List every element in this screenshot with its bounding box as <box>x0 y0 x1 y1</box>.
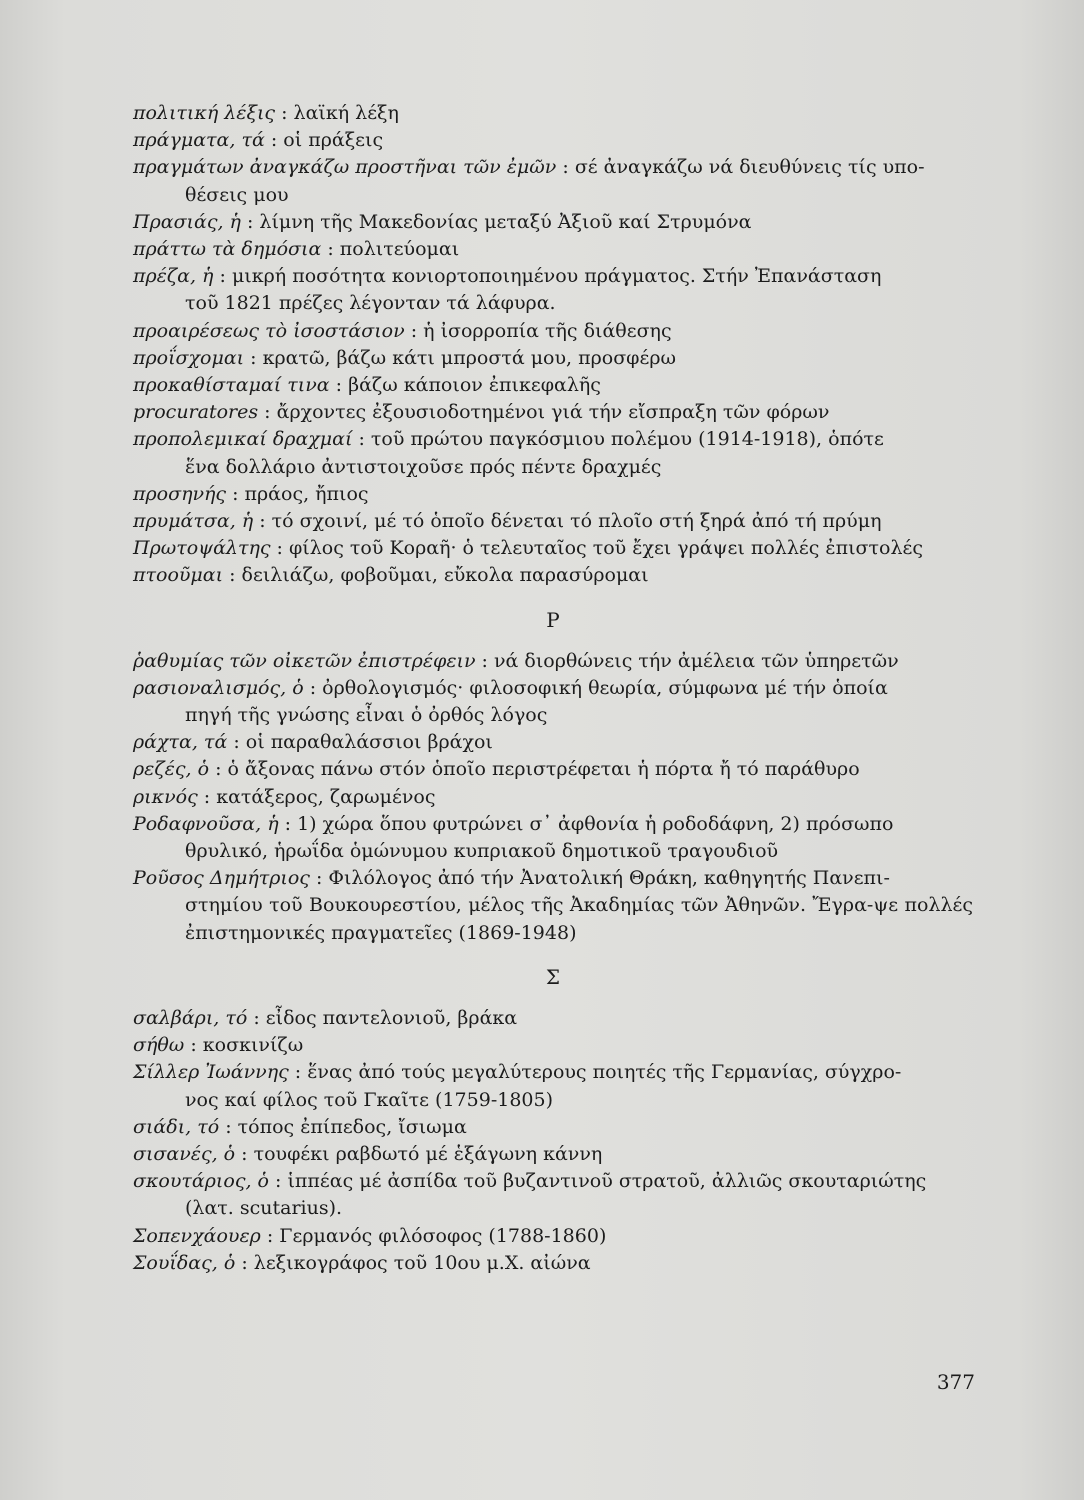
entry-separator: : <box>268 1170 288 1193</box>
entry-definition: λεξικογράφος τοῦ 10ου μ.Χ. αἰώνα <box>253 1251 591 1274</box>
entry-definition: εἶδος παντελονιοῦ, βράκα <box>265 1006 518 1029</box>
glossary-entry <box>133 1223 973 1250</box>
entry-term: ρεζές, ὁ <box>133 758 210 781</box>
entry-term: σισανές, ὁ <box>133 1142 236 1165</box>
entry-separator: : <box>240 210 260 233</box>
glossary-entry <box>133 1250 973 1277</box>
glossary-content <box>133 100 973 1277</box>
entry-term: Σίλλερ Ἰωάννης <box>133 1061 289 1084</box>
entry-separator: : <box>275 102 294 124</box>
entry-definition: τόπος ἐπίπεδος, ἴσιωμα <box>237 1115 467 1138</box>
entry-separator: : <box>226 482 245 505</box>
glossary-entry <box>133 508 973 535</box>
section-letter-rho: Ρ <box>546 607 560 632</box>
entry-definition: τοῦ πρώτου παγκόσμιου πολέμου (1914-1918), ὁπότε <box>370 428 884 451</box>
glossary-entry <box>133 1032 973 1059</box>
entry-continuation: στημίου τοῦ Βουκουρεστίου, μέλος τῆς Ἀκαδημίας τῶν Ἀθηνῶν. Ἔγρα-ψε πολλές ἐπιστημονικές πραγματεῖες (1869-1948) <box>185 894 973 944</box>
entry-separator: : <box>309 867 329 890</box>
entry-term: σαλβάρι, τό <box>133 1006 248 1029</box>
entry-separator: : <box>258 401 277 424</box>
entry-definition: βάζω κάποιον ἐπικεφαλῆς <box>348 374 601 397</box>
entry-separator: : <box>184 1034 203 1057</box>
glossary-entry <box>133 209 973 236</box>
entry-continuation: θέσεις μου <box>185 183 289 206</box>
entry-definition: κρατῶ, βάζω κάτι μπροστά μου, προσφέρω <box>262 346 676 369</box>
entry-continuation: νος καί φίλος τοῦ Γκαῖτε (1759-1805) <box>185 1088 554 1111</box>
entry-definition: τουφέκι ραβδωτό μέ ἑξάγωνη κάννη <box>253 1142 603 1165</box>
entry-separator: : <box>404 319 424 342</box>
entry-continuation: πηγή τῆς γνώσης εἶναι ὁ ὀρθός λόγος <box>185 704 548 727</box>
glossary-entry <box>133 865 973 947</box>
entry-term: σκουτάριος, ὁ <box>133 1170 269 1193</box>
glossary-entry <box>133 399 973 426</box>
entry-separator: : <box>329 374 349 397</box>
entry-separator: : <box>264 129 284 152</box>
entry-term: procuratores <box>133 401 259 424</box>
entry-separator: : <box>253 510 272 533</box>
entry-separator: : <box>303 676 323 699</box>
entry-separator: : <box>247 1006 266 1029</box>
entry-continuation: θρυλικό, ἡρωΐδα ὁμώνυμου κυπριακοῦ δημοτικοῦ τραγουδιοῦ <box>185 840 779 863</box>
glossary-entry <box>133 648 973 675</box>
entry-term: πτοοῦμαι <box>133 564 224 587</box>
glossary-entry <box>133 756 973 783</box>
entry-definition: δειλιάζω, φοβοῦμαι, εὔκολα παρασύρομαι <box>241 564 649 587</box>
glossary-entry <box>133 784 973 811</box>
entry-separator: : <box>352 428 371 451</box>
entry-separator: : <box>235 1142 254 1165</box>
entry-separator: : <box>270 537 289 560</box>
entry-term: πολιτική λέξις <box>133 102 276 124</box>
entry-definition: πράος, ἤπιος <box>244 482 369 505</box>
entry-term: προαιρέσεως τὸ ἰσοστάσιον <box>133 319 405 342</box>
entry-separator: : <box>223 564 242 587</box>
entry-term: πράττω τὰ δημόσια <box>133 238 322 261</box>
entry-term: Σουΐδας, ὁ <box>133 1251 236 1274</box>
entry-definition: ἱππέας μέ ἀσπίδα τοῦ βυζαντινοῦ στρατοῦ, ἀλλιῶς σκουταριώτης <box>287 1170 927 1193</box>
entry-separator: : <box>197 785 217 808</box>
glossary-entry <box>133 236 973 263</box>
glossary-entry <box>133 100 973 127</box>
entry-term: Πρασιάς, ἡ <box>133 210 241 233</box>
entry-definition: κοσκινίζω <box>202 1034 304 1057</box>
entry-term: Ροῦσος Δημήτριος <box>133 867 310 890</box>
entry-term: Ροδαφνοῦσα, ἡ <box>133 812 279 835</box>
entry-separator: : <box>278 812 298 835</box>
glossary-entry <box>133 318 973 345</box>
glossary-entry <box>133 535 973 562</box>
glossary-entry <box>133 729 973 756</box>
entry-term: Σοπενχάουερ <box>133 1224 261 1247</box>
entry-definition: ἕνας ἀπό τούς μεγαλύτερους ποιητές τῆς Γερμανίας, σύγχρο- <box>307 1061 902 1084</box>
entry-term: πράγματα, τά <box>133 129 265 152</box>
entry-definition: λίμνη τῆς Μακεδονίας μεταξύ Ἀξιοῦ καί Στρυμόνα <box>259 210 752 233</box>
page-number: 377 <box>936 1370 975 1394</box>
entries-pi <box>133 100 973 590</box>
entry-continuation: ἕνα δολλάριο ἀντιστοιχοῦσε πρός πέντε δραχμές <box>185 455 662 478</box>
entry-separator: : <box>213 265 232 288</box>
glossary-entry <box>133 127 973 154</box>
glossary-entry <box>133 481 973 508</box>
glossary-entry <box>133 426 973 480</box>
entry-term: προσηνής <box>133 482 227 505</box>
entry-separator: : <box>235 1251 254 1274</box>
entry-definition: τό σχοινί, μέ τό ὁποῖο δένεται τό πλοῖο στή ξηρά ἀπό τή πρύμη <box>271 510 882 533</box>
glossary-entry <box>133 562 973 589</box>
entry-separator: : <box>227 731 246 754</box>
entry-separator: : <box>219 1115 238 1138</box>
glossary-entry <box>133 345 973 372</box>
entry-separator: : <box>260 1224 280 1247</box>
entry-separator: : <box>475 649 494 672</box>
entry-term: ῥαθυμίας τῶν οἰκετῶν ἐπιστρέφειν <box>133 649 476 672</box>
entry-term: πραγμάτων ἀναγκάζω προστῆναι τῶν ἐμῶν <box>133 156 557 179</box>
entry-term: προπολεμικαί δραχμαί <box>133 428 353 451</box>
entry-continuation: τοῦ 1821 πρέζες λέγονταν τά λάφυρα. <box>185 292 556 315</box>
glossary-entry <box>133 811 973 865</box>
entries-sigma <box>133 1005 973 1277</box>
entry-definition: Γερμανός φιλόσοφος (1788-1860) <box>279 1224 607 1247</box>
entry-definition: λαϊκή λέξη <box>293 102 399 124</box>
entry-separator: : <box>321 238 340 261</box>
entry-term: ρασιοναλισμός, ὁ <box>133 676 304 699</box>
glossary-entry <box>133 1141 973 1168</box>
entries-rho <box>133 648 973 947</box>
glossary-entry <box>133 154 973 208</box>
entry-term: Πρωτοψάλτης <box>133 537 271 560</box>
glossary-entry <box>133 1114 973 1141</box>
entry-term: προΐσχομαι <box>133 346 245 369</box>
entry-separator: : <box>209 758 228 781</box>
section-letter-sigma: Σ <box>545 964 561 989</box>
glossary-entry <box>133 1005 973 1032</box>
entry-definition: ὁ ἄξονας πάνω στόν ὁποῖο περιστρέφεται ἡ πόρτα ἤ τό παράθυρο <box>227 758 860 781</box>
entry-definition: ὀρθολογισμός· φιλοσοφική θεωρία, σύμφωνα μέ τήν ὁποία <box>322 676 888 699</box>
entry-definition: φίλος τοῦ Κοραῆ· ὁ τελευταῖος τοῦ ἔχει γράψει πολλές ἐπιστολές <box>288 537 923 560</box>
entry-definition: ἡ ἰσορροπία τῆς διάθεσης <box>423 319 672 342</box>
entry-term: σήθω <box>133 1034 185 1057</box>
glossary-entry <box>133 1059 973 1113</box>
entry-definition: οἱ πράξεις <box>283 129 384 152</box>
entry-term: προκαθίσταμαί τινα <box>133 374 330 397</box>
entry-definition: νά διορθώνεις τήν ἀμέλεια τῶν ὑπηρετῶν <box>494 649 899 672</box>
entry-separator: : <box>244 346 263 369</box>
glossary-entry <box>133 1168 973 1222</box>
entry-term: πρυμάτσα, ἡ <box>133 510 254 533</box>
entry-separator: : <box>288 1061 308 1084</box>
entry-term: ρικνός <box>133 785 198 808</box>
entry-definition: μικρή ποσότητα κονιορτοποιημένου πράγματος. Στήν Ἐπανάσταση <box>231 265 882 288</box>
entry-definition: Φιλόλογος ἀπό τήν Ἀνατολική Θράκη, καθηγητής Πανεπι- <box>328 867 890 890</box>
entry-definition: πολιτεύομαι <box>339 238 460 261</box>
glossary-entry <box>133 675 973 729</box>
entry-continuation: (λατ. scutarius). <box>185 1197 343 1220</box>
entry-definition: ἄρχοντες ἐξουσιοδοτημένοι γιά τήν εἴσπραξη τῶν φόρων <box>276 401 830 424</box>
entry-term: σιάδι, τό <box>133 1115 220 1138</box>
glossary-entry <box>133 372 973 399</box>
entry-definition: 1) χώρα ὅπου φυτρώνει σ᾽ ἀφθονία ἡ ροδοδάφνη, 2) πρόσωπο <box>297 812 894 835</box>
entry-term: πρέζα, ἡ <box>133 265 214 288</box>
entry-definition: κατάξερος, ζαρωμένος <box>216 785 436 808</box>
entry-definition: σέ ἀναγκάζω νά διευθύνεις τίς υπο- <box>574 156 925 179</box>
glossary-entry <box>133 263 973 317</box>
entry-separator: : <box>556 156 575 179</box>
entry-definition: οἱ παραθαλάσσιοι βράχοι <box>245 731 493 754</box>
entry-term: ράχτα, τά <box>133 731 228 754</box>
